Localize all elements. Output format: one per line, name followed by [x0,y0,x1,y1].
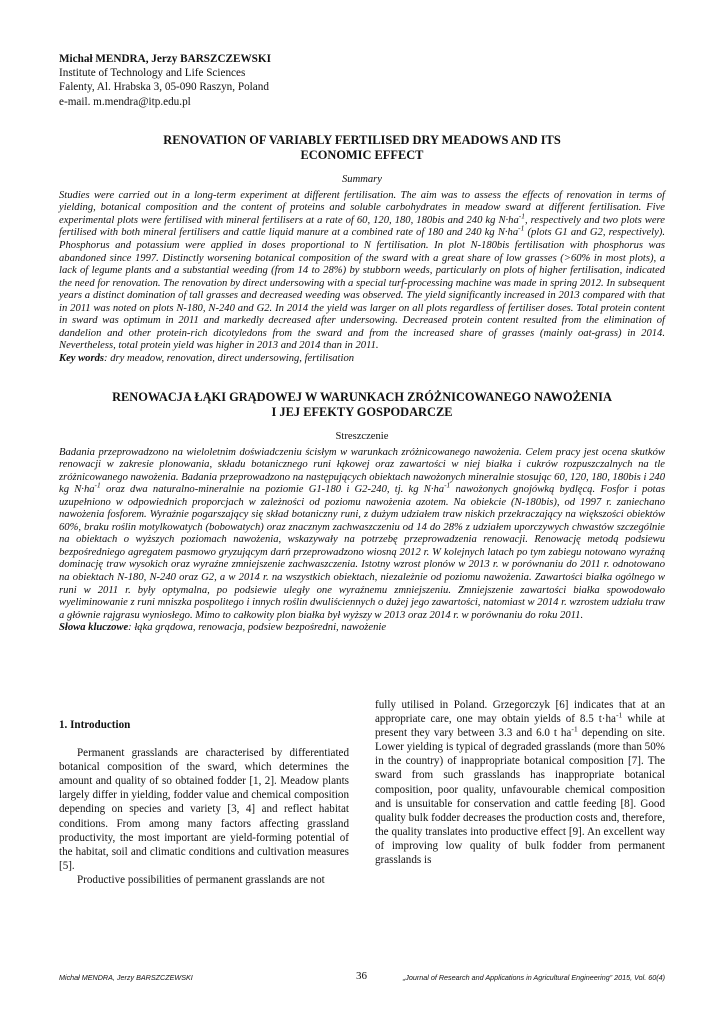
author-block [59,52,665,109]
summary-heading: Summary [341,173,383,185]
paragraph-sup: -1 [571,724,578,734]
english-abstract [59,190,665,353]
footer-authors: Michał MENDRA, Jerzy BARSZCZEWSKI [59,973,193,982]
intro-paragraph-1: Permanent grasslands are characterised by differentiated botanical composition of the sward, which determines the amount and quality of so obtained fodder [1, 2]. Meadow plants largely differ in yielding, fodder value and chemical composition depending on species and variety [3, 4] and reflect habitat conditions. From among many factors affecting grassland productivity, the most important are yield-forming potential of the habitat, soil and climatic conditions and cultivation measures [5]. [59,747,349,872]
keywords-text: : łąka grądowa, renowacja, podsiew bezpośredni, nawożenie [128,622,387,634]
abstract-sup: -1 [444,480,451,490]
intro-paragraph-2: Productive possibilities of permanent grasslands are not [77,873,325,886]
abstract-sup: -1 [518,223,525,233]
paragraph-text-b: while at present they vary between 3.3 and 6.0 t ha [375,713,665,740]
polish-abstract [59,447,665,623]
author-names: Michał MENDRA, Jerzy BARSZCZEWSKI [59,53,271,65]
section-heading-introduction: 1. Introduction [59,719,131,731]
english-title-line2: ECONOMIC EFFECT [300,148,424,163]
body-columns [59,698,665,948]
polish-title [59,390,665,421]
english-title-line1: RENOVATION OF VARIABLY FERTILISED DRY MEADOWS AND ITS [163,132,561,147]
keywords-text: : dry meadow, renovation, direct undersowing, fertilisation [104,352,355,364]
abstract-text-c: nawożonych gnojówką bydlęcą. Fosfor i potas uzupełniono w odpowiednich proporcjach w zależności od poziomu nawożenia azotem. Na obiekcie (N-180bis), od 1997 r. zaniechano nawożenia fosforem. Wyraźnie pogarszający się skład botaniczny runi, z dużym udziałem traw niskich przekraczający na większości obiektów 60%, braku roślin motylkowatych (bobowatych) oraz znacznym zachwaszczeniu od 14 do 28% z udziałem uporczywych chwastów szczególnie na obiektach o wyższych poziomach nawożenia, wskazywały na potrzebę przeprowadzenia renowacji. Renowację metodą podsiewu bezpośredniego agregatem pasmowo gryzującym darń przeprowadzono wiosną 2012 r. W kolejnych latach po tym zabiegu notowano wyraźną dominację traw wysokich oraz wyraźne zmniejszenie zachwaszczenia. Istotny wzrost plonów w 2013 r. w porównaniu do 2011 r. odnotowano na obiektach N-180, N-240 oraz G2, a w 2014 r. na wszystkich obiektach, niezależnie od poziomu nawożenia. Zawartości białka ogólnego w runi w 2011 r. były optymalna, po podsiewie uległy one wyraźnemu zmniejszeniu. Zmniejszenie zawartości białka spowodowało wyeliminowanie z runi mniszka pospolitego i innych roślin dwuliściennych o dużej jego zawartości, natomiast w 2014 r. wzrostem udziału traw a głównie rajgrasu wyniosłego. Mimo to całkowity plon białka był wyższy w 2013 oraz 2014 r. w porównaniu do roku 2011. [59,484,665,621]
paragraph-sup: -1 [615,710,623,720]
english-keywords [59,353,665,366]
polish-title-line2: I JEJ EFEKTY GOSPODARCZE [271,405,453,420]
paragraph-text-a: fully utilised in Poland. Grzegorczyk [6] indicates that at an appropriate care, one may obtain yields of 8.5 t·ha [375,699,665,726]
streszczenie-heading: Streszczenie [335,430,389,442]
paper-page [59,52,665,635]
abstract-text-c: (plots G1 and G2, respectively). Phosphorus and potassium were applied in doses proportional to N fertilisation. In plot N-180bis fertilisation with phosphorus was abandoned since 1997. Distinctly worsening botanical composition of the sward with a great share of low grasses (>60% in most plots), a lack of legume plants and a substantial weeding (from 14 to 28%) by stubborn weeds, particularly on plots of higher fertilisation, indicated the need for renovation. The renovation by direct undersowing with a special turf-processing machine was made in spring 2012. In subsequent years a distinct domination of tall grasses and decreased weeding was observed. The yield significantly increased in 2013 compared with that in 2011 was noted on plots N-180, N-240 and G2. In 2014 the yield was larger on all plots regardless of fertiliser doses. Total protein content in sward was optimum in 2011 and markedly decreased after undersowing. Decreased protein content resulted from the elimination of dandelion and other protein-rich dicotyledons from the sward and from the increased share of grasses (mainly oat-grass) in 2014. Nevertheless, total protein yield was higher in 2013 and 2014 than in 2011. [59,227,665,352]
right-column [375,698,665,948]
paragraph-text-c: depending on site. Lower yielding is typical of degraded grasslands (more than 50% in the country) of inappropriate botanical composition [7]. The sward from such grasslands has inappropriate botanical composition, poor quality, unfavourable chemical composition and is unsuitable for conservation and cattle feeding [8]. Good quality bulk fodder decreases the production costs and, therefore, the quality translates into productive effect [9]. An excellent way of improving low quality of bulk fodder from permanent grasslands is [375,727,665,867]
english-title [59,133,665,164]
author-email: e-mail. m.mendra@itp.edu.pl [59,95,191,108]
abstract-text-a: Badania przeprowadzono na wieloletnim doświadczeniu ścisłym w warunkach zróżnicowanego nawożenia. Celem pracy jest ocena skutków renowacji w zakresie plonowania, składu botanicznego runi łąkowej oraz zawartości w niej białka i cukrów rozpuszczalnych na tle zróżnicowanego nawożenia. Badania przeprowadzono na następujących obiektach nawożonych mineralnie stosując 60, 120, 180, 180bis i 240 kg N·ha [59,446,665,496]
polish-title-line1: RENOWACJA ŁĄKI GRĄDOWEJ W WARUNKACH ZRÓŻNICOWANEGO NAWOŻENIA [112,389,612,404]
intro-paragraph-continued [375,698,665,867]
abstract-sup: -1 [518,211,525,221]
author-institute: Institute of Technology and Life Sciences [59,67,246,80]
page-number: 36 [356,970,367,982]
polish-keywords [59,622,665,635]
abstract-text-b: oraz dwa naturalno-mineralnie na poziomie G1-180 i G2-240, tj. kg N·ha [100,484,445,496]
author-address: Falenty, Al. Hrabska 3, 05-090 Raszyn, Poland [59,81,269,94]
abstract-sup: -1 [94,480,101,490]
footer-journal: „Journal of Research and Applications in Agricultural Engineering” 2015, Vol. 60(4) [402,973,665,982]
keywords-label: Key words [59,352,105,364]
abstract-text-b: , respectively and two plots were fertilised with both mineral fertilisers and cattle liquid manure at a combined rate of 180 and 240 kg N·ha [59,214,665,239]
abstract-text-a: Studies were carried out in a long-term experiment at different fertilisation. The aim was to assess the effects of renovation in terms of yielding, botanical composition and the content of proteins and soluble carbohydrates in meadow sward at different fertilisation. Five experimental plots were fertilised with mineral fertilisers at a rate of 60, 120, 180, 180bis and 240 kg N·ha [59,189,665,226]
left-column [59,698,349,948]
keywords-label: Słowa kluczowe [59,622,129,634]
